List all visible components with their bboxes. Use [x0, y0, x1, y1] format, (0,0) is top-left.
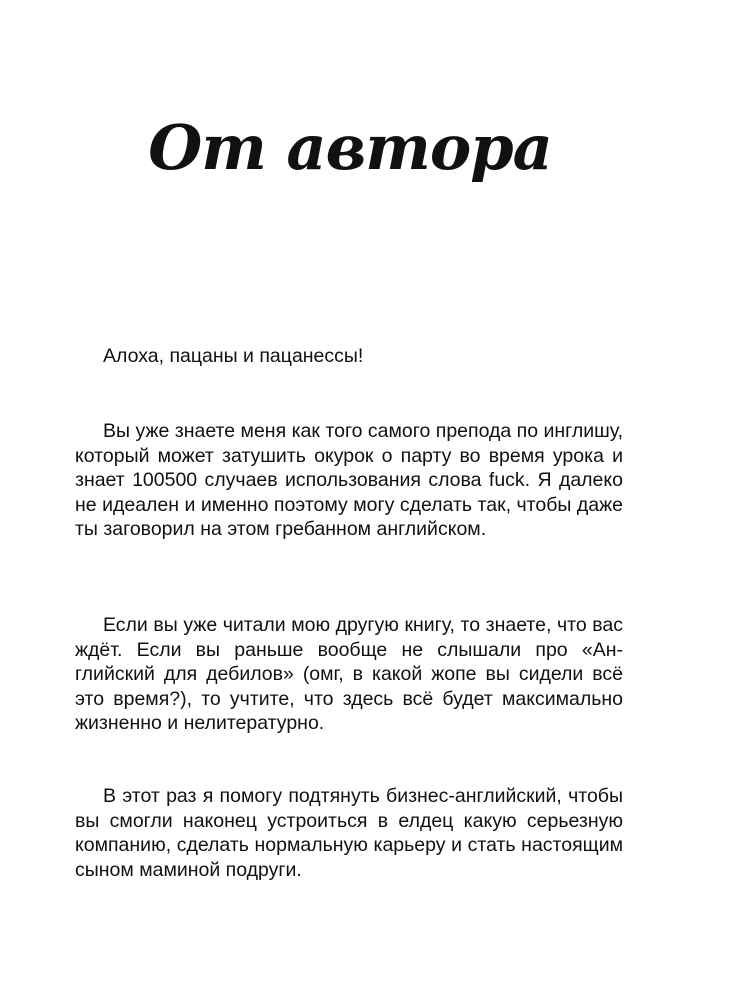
- paragraph-intro: Вы уже знаете меня как того самого препода по инглишу, который может затушить окурок о парту во время урока и знает 100500 случаев использования слова fuck. Я далеко не идеален и именно поэтому могу сделать так, чтобы даже ты заговорил на этом гребанном английском.: [75, 420, 623, 541]
- paragraph-business-english: В этот раз я помогу подтянуть бизнес-английский, чтобы вы смогли наконец устроиться в елдец какую серьезную компанию, сделать нормальную карьеру и стать настоящим сыном маминой подруги.: [75, 785, 623, 881]
- paragraph-previous-book: Если вы уже читали мою другую книгу, то знаете, что вас ждёт. Если вы раньше вообще не слышали про «Английский для дебилов» (омг, в какой жопе вы сидели всё это время?), то учтите, что здесь всё будет максимально жизненно и нелитературно.: [75, 614, 623, 735]
- chapter-title: От автора: [148, 111, 552, 184]
- paragraph-greeting: Алоха, пацаны и пацанессы!: [103, 345, 364, 367]
